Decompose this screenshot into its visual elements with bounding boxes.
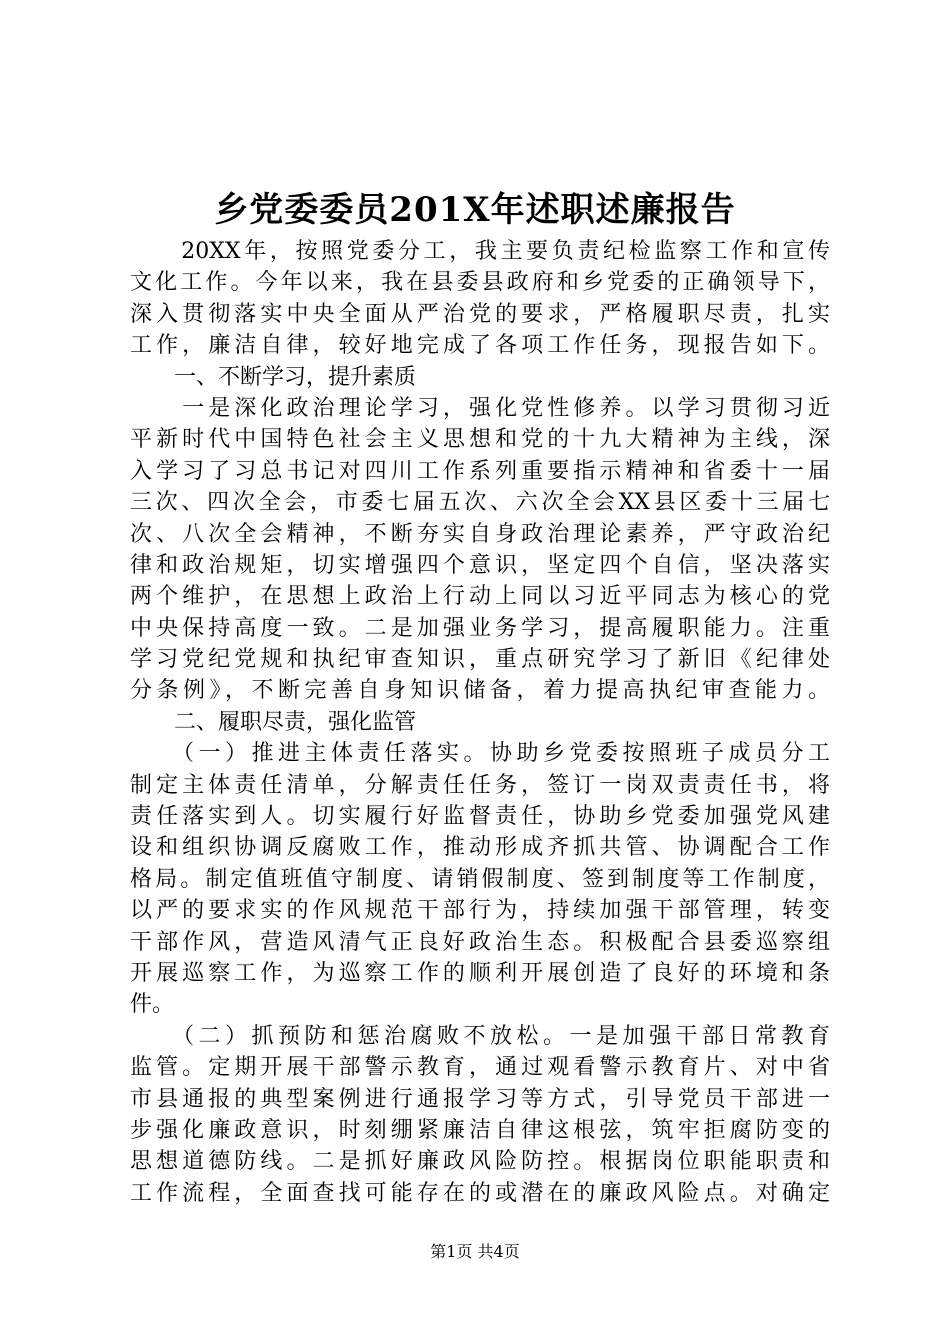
body-line: 工作，廉洁自律，较好地完成了各项工作任务，现报告如下。: [130, 333, 830, 359]
body-line: 干部作风，营造风清气正良好政治生态。积极配合县委巡察组: [130, 929, 830, 955]
body-line: 思想道德防线。二是抓好廉政风险防控。根据岗位职能职责和: [130, 1149, 830, 1175]
body-line: 工作流程，全面查找可能存在的或潜在的廉政风险点。对确定: [130, 1180, 830, 1206]
section-heading: 二、履职尽责，强化监管: [130, 709, 417, 735]
body-line: 以严的要求实的作风规范干部行为，持续加强干部管理，转变: [130, 898, 830, 924]
body-line: 律和政治规矩，切实增强四个意识，坚定四个自信，坚决落实: [130, 552, 830, 578]
document-title: 乡党委委员201X年述职述廉报告: [214, 190, 736, 230]
body-line: 学习党纪党规和执纪审查知识，重点研究学习了新旧《纪律处: [130, 647, 830, 673]
body-line: 市县通报的典型案例进行通报学习等方式，引导党员干部进一: [130, 1086, 830, 1112]
body-line: 监管。定期开展干部警示教育，通过观看警示教育片、对中省: [130, 1055, 830, 1081]
body-line: 件。: [130, 992, 175, 1018]
body-line: 分条例》，不断完善自身知识储备，着力提高执纪审查能力。: [130, 678, 830, 704]
body-line: 开展巡察工作，为巡察工作的顺利开展创造了良好的环境和条: [130, 960, 830, 986]
body-line: 制定主体责任清单，分解责任任务，签订一岗双责责任书，将: [130, 772, 830, 798]
document-body: [130, 236, 830, 1209]
body-line: 入学习了习总书记对四川工作系列重要指示精神和省委十一届: [130, 458, 830, 484]
body-line: 格局。制定值班值守制度、请销假制度、签到制度等工作制度，: [130, 866, 830, 892]
body-line: 20XX年，按照党委分工，我主要负责纪检监察工作和宣传: [130, 239, 830, 264]
body-line: 中央保持高度一致。二是加强业务学习，提高履职能力。注重: [130, 615, 830, 641]
body-line: 文化工作。今年以来，我在县委县政府和乡党委的正确领导下，: [130, 270, 830, 296]
body-line: （一）推进主体责任落实。协助乡党委按照班子成员分工: [130, 741, 830, 767]
page-number-footer: 第1页 共4页: [430, 1242, 520, 1261]
body-line: 平新时代中国特色社会主义思想和党的十九大精神为主线，深: [130, 427, 830, 453]
body-line: 一是深化政治理论学习，强化党性修养。以学习贯彻习近: [130, 395, 830, 421]
body-line: 两个维护，在思想上政治上行动上同以习近平同志为核心的党: [130, 584, 830, 610]
body-line: 责任落实到人。切实履行好监督责任，协助乡党委加强党风建: [130, 804, 830, 830]
body-line: 设和组织协调反腐败工作，推动形成齐抓共管、协调配合工作: [130, 835, 830, 861]
body-line: 三次、四次全会，市委七届五次、六次全会XX县区委十三届七: [130, 490, 830, 516]
body-line: 深入贯彻落实中央全面从严治党的要求，严格履职尽责，扎实: [130, 301, 830, 327]
body-line: 次、八次全会精神，不断夯实自身政治理论素养，严守政治纪: [130, 521, 830, 547]
body-line: （二）抓预防和惩治腐败不放松。一是加强干部日常教育: [130, 1023, 830, 1049]
body-line: 步强化廉政意识，时刻绷紧廉洁自律这根弦，筑牢拒腐防变的: [130, 1117, 830, 1143]
section-heading: 一、不断学习，提升素质: [130, 364, 417, 390]
